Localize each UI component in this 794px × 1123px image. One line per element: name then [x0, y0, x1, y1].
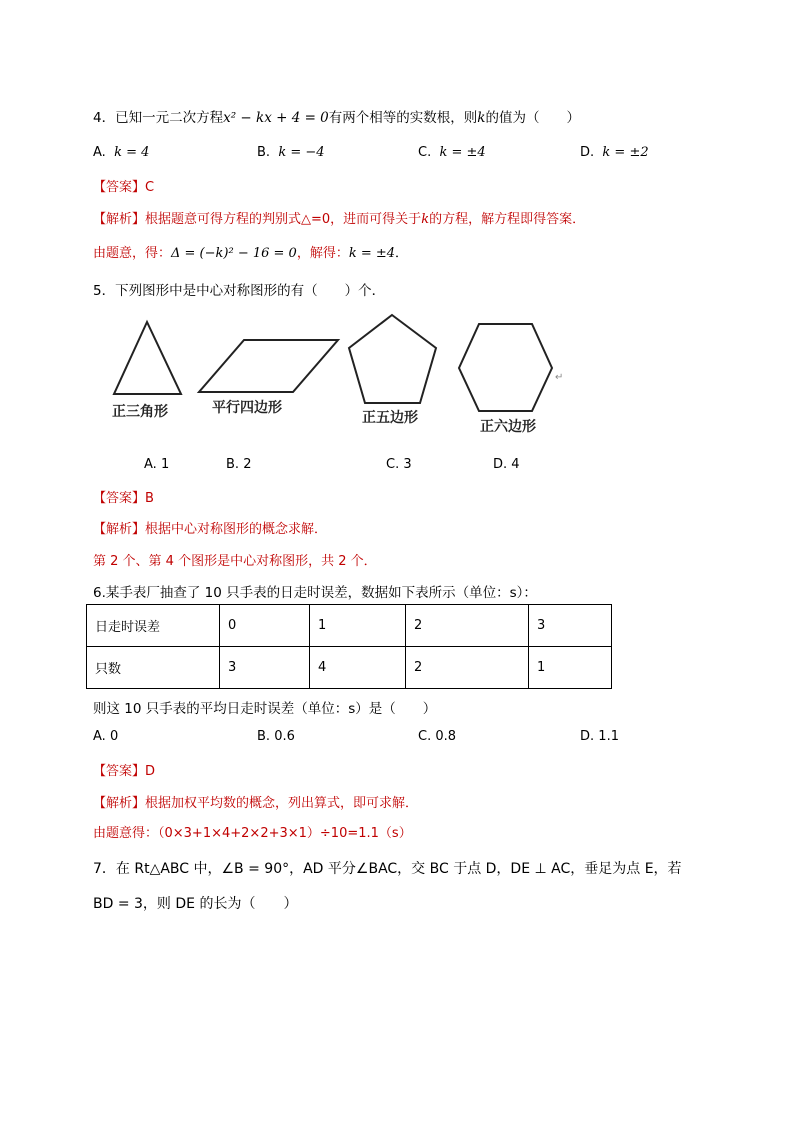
- work-result: k = ±4: [348, 246, 396, 261]
- q5-analysis: [93, 518, 327, 537]
- q4-option-a: [93, 145, 149, 160]
- option-text: 2: [243, 457, 252, 472]
- option-letter: B.: [226, 457, 240, 472]
- table-cell: 3: [529, 605, 612, 647]
- answer-value: C: [145, 180, 155, 195]
- q4-work: [93, 242, 408, 261]
- option-text: k = 4: [114, 145, 150, 160]
- q4-stem: [93, 106, 580, 126]
- analysis-text-end: 的方程，解方程即得答案．: [429, 212, 586, 227]
- work-text-mid: ，解得：: [296, 246, 349, 261]
- q4-stem-prefix: 4．已知一元二次方程: [93, 110, 224, 126]
- parallelogram-shape: [199, 340, 338, 392]
- table-cell: 2: [406, 647, 529, 689]
- option-letter: D.: [493, 457, 508, 472]
- q4-option-d: [580, 145, 649, 160]
- option-letter: D.: [580, 729, 595, 744]
- q4-option-b: [257, 145, 325, 160]
- analysis-text: 根据加权平均数的概念，列出算式，即可求解．: [145, 796, 419, 811]
- q5-work: 第 2 个、第 4 个图形是中心对称图形，共 2 个．: [93, 554, 377, 569]
- answer-tag: 【答案】: [93, 180, 146, 195]
- table-cell: 4: [310, 647, 406, 689]
- option-letter: C.: [418, 145, 432, 160]
- triangle-shape: [114, 322, 181, 394]
- option-letter: A.: [93, 729, 106, 744]
- analysis-text: 根据中心对称图形的概念求解．: [145, 522, 328, 537]
- option-text: 3: [403, 457, 412, 472]
- option-letter: B.: [257, 145, 271, 160]
- option-text: 4: [511, 457, 520, 472]
- option-letter: A.: [93, 145, 106, 160]
- q4-stem-mid: 有两个相等的实数根，则: [328, 110, 478, 126]
- option-text: k = −4: [278, 145, 325, 160]
- option-letter: C.: [386, 457, 400, 472]
- option-text: 1.1: [598, 729, 619, 744]
- q5-figures: [100, 308, 570, 443]
- q5-option-a: [144, 457, 169, 472]
- hexagon-shape: [459, 324, 552, 411]
- q5-option-d: [493, 457, 520, 472]
- table-cell: 日走时误差: [87, 605, 220, 647]
- q5-stem: 5．下列图形中是中心对称图形的有（ ）个．: [93, 283, 386, 299]
- option-letter: B.: [257, 729, 271, 744]
- figure-label-parallelogram: 平行四边形: [212, 400, 282, 416]
- q5-option-c: [386, 457, 412, 472]
- q5-option-b: [226, 457, 251, 472]
- analysis-tag: 【解析】: [93, 522, 146, 537]
- option-text: 0: [109, 729, 119, 744]
- q4-equation: x² − kx + 4 = 0: [223, 110, 329, 126]
- option-text: k = ±2: [602, 145, 649, 160]
- q6-work: 由题意得：（0×3+1×4+2×2+3×1）÷10=1.1（s）: [93, 826, 412, 841]
- figure-label-pentagon: 正五边形: [362, 410, 418, 426]
- q6-answer: [93, 760, 155, 779]
- pentagon-shape: [349, 315, 436, 403]
- figure-label-triangle: 正三角形: [112, 404, 168, 420]
- q4-option-c: [418, 145, 486, 160]
- work-end: ．: [395, 246, 409, 261]
- q6-option-a: [93, 729, 118, 744]
- q4-answer: [93, 176, 154, 195]
- option-letter: C.: [418, 729, 432, 744]
- q6-option-c: [418, 729, 456, 744]
- table-cell: 2: [406, 605, 529, 647]
- table-cell: 1: [310, 605, 406, 647]
- table-cell: 3: [220, 647, 310, 689]
- analysis-text: 根据题意可得方程的判别式△=0，进而可得关于: [145, 212, 422, 227]
- table-row: [87, 605, 612, 647]
- answer-value: D: [145, 764, 156, 779]
- table-row: [87, 647, 612, 689]
- answer-value: B: [145, 491, 154, 506]
- q6-option-b: [257, 729, 295, 744]
- q6-stem: 6.某手表厂抽查了 10 只手表的日走时误差，数据如下表所示（单位：s）：: [93, 585, 537, 601]
- analysis-var: k: [421, 212, 430, 227]
- option-text: 1: [160, 457, 170, 472]
- option-letter: A.: [144, 457, 157, 472]
- paragraph-mark-icon: ↵: [555, 372, 564, 383]
- work-equation: Δ = (−k)² − 16 = 0: [171, 246, 297, 261]
- q4-var: k: [477, 110, 486, 126]
- q6-question: 则这 10 只手表的平均日走时误差（单位：s）是（ ）: [93, 701, 437, 717]
- analysis-tag: 【解析】: [93, 796, 146, 811]
- table-cell: 1: [529, 647, 612, 689]
- q7-stem-line2: BD = 3，则 DE 的长为（ ）: [93, 896, 298, 912]
- q5-answer: [93, 487, 154, 506]
- q4-analysis: [93, 208, 585, 227]
- q6-analysis: [93, 792, 418, 811]
- q6-option-d: [580, 729, 619, 744]
- q7-stem-line1: 7．在 Rt△ABC 中，∠B = 90°，AD 平分∠BAC，交 BC 于点 D，DE ⊥ AC，垂足为点 E，若: [93, 861, 682, 877]
- option-text: 0.8: [435, 729, 457, 744]
- answer-tag: 【答案】: [93, 491, 146, 506]
- option-text: 0.6: [274, 729, 295, 744]
- option-letter: D.: [580, 145, 595, 160]
- figure-label-hexagon: 正六边形: [480, 419, 536, 435]
- table-cell: 只数: [87, 647, 220, 689]
- q6-data-table: [86, 604, 612, 689]
- analysis-tag: 【解析】: [93, 212, 146, 227]
- option-text: k = ±4: [439, 145, 486, 160]
- q4-stem-suffix: 的值为（ ）: [485, 110, 580, 126]
- table-cell: 0: [220, 605, 310, 647]
- answer-tag: 【答案】: [93, 764, 146, 779]
- work-text: 由题意，得：: [93, 246, 172, 261]
